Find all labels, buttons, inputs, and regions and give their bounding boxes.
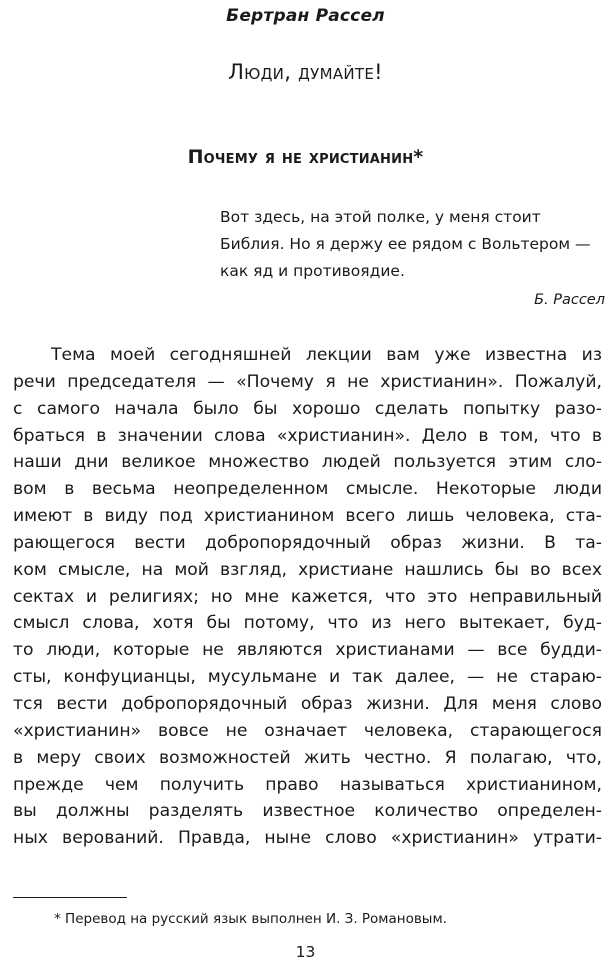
- epigraph-author: Б. Рассел: [534, 292, 605, 308]
- body-line: смысл слова, хотя бы потому, что из него вытекает, буд-: [13, 613, 602, 634]
- epigraph-line: Вот здесь, на этой полке, у меня стоит: [220, 208, 541, 226]
- body-text: [13, 342, 602, 852]
- running-head: Бертран Рассел: [226, 6, 385, 26]
- body-line: наши дни великое множество людей пользуется этим сло-: [13, 452, 602, 473]
- body-line: тся вести добропорядочный образ жизни. Для меня слово: [13, 693, 602, 714]
- body-line: в меру своих возможностей жить честно. Я полагаю, что,: [13, 747, 602, 768]
- body-line: вом в весьма неопределенном смысле. Некоторые люди: [13, 479, 602, 500]
- body-line: вы должны разделять известное количество определен-: [13, 801, 602, 822]
- epigraph-line: как яд и противоядие.: [220, 262, 405, 280]
- body-line: рающегося вести добропорядочный образ жизни. В та-: [13, 532, 602, 553]
- body-line: то люди, которые не являются христианами — все будди-: [13, 640, 602, 661]
- footnote-divider: [13, 897, 127, 898]
- book-title: Люди, думайте!: [228, 60, 383, 84]
- footnote: * Перевод на русский язык выполнен И. З. Романовым.: [54, 911, 447, 927]
- body-line: имеют в виду под христианином всего лишь человека, ста-: [13, 506, 602, 527]
- page-number: 13: [295, 943, 316, 961]
- body-line: сты, конфуцианцы, мусульмане и так далее, — не стараю-: [13, 667, 602, 688]
- body-line: ных верований. Правда, ныне слово «христианин» утрати-: [13, 828, 602, 849]
- body-line: прежде чем получить право называться христианином,: [13, 774, 602, 795]
- epigraph-line: Библия. Но я держу ее рядом с Вольтером —: [220, 235, 591, 253]
- chapter-title: Почему я не христианин*: [187, 146, 424, 168]
- body-line: «христианин» вовсе не означает человека, старающегося: [13, 720, 602, 741]
- body-line: Тема моей сегодняшней лекции вам уже известна из: [51, 345, 602, 365]
- body-line: браться в значении слова «христианин». Дело в том, что в: [13, 425, 602, 446]
- epigraph: [220, 204, 605, 314]
- body-line: с самого начала было бы хорошо сделать попытку разо-: [13, 398, 602, 419]
- body-line: сектах и религиях; но мне кажется, что это неправильный: [13, 586, 602, 607]
- body-line: речи председателя — «Почему я не христианин». Пожалуй,: [13, 371, 602, 392]
- body-line: ком смысле, на мой взгляд, христиане нашлись бы во всех: [13, 559, 602, 580]
